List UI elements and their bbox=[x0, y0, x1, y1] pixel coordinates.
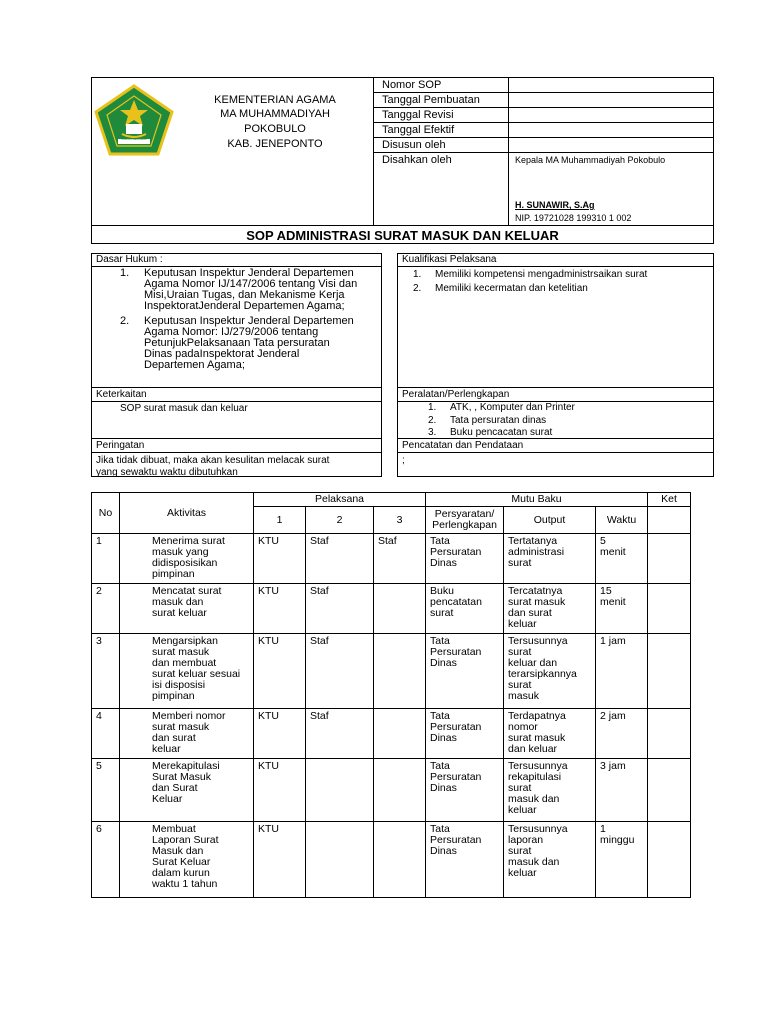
cell-persyaratan: Tata Persuratan Dinas bbox=[426, 709, 504, 759]
cell-ket bbox=[648, 709, 691, 759]
cell-p2 bbox=[306, 822, 374, 898]
cell-p2: Staf bbox=[306, 584, 374, 634]
table-row bbox=[92, 584, 691, 634]
header-persyaratan: Persyaratan/ Perlengkapan bbox=[426, 507, 504, 534]
field-label-tanggal-revisi: Tanggal Revisi bbox=[382, 109, 454, 121]
kualifikasi-item-1: Memiliki kompetensi mengadministrsaikan surat bbox=[435, 269, 648, 280]
table-row bbox=[92, 709, 691, 759]
cell-waktu: 3 jam bbox=[596, 759, 648, 822]
cell-p3 bbox=[374, 822, 426, 898]
approver-name: H. SUNAWIR, S.Ag bbox=[515, 200, 595, 210]
cell-aktivitas: Mengarsipkan surat masuk dan membuat surat keluar sesuai isi disposisi pimpinan bbox=[120, 634, 254, 709]
logo-text: IKHLAS BERAMAL bbox=[121, 137, 147, 141]
cell-aktivitas: Menerima surat masuk yang didisposisikan pimpinan bbox=[120, 534, 254, 584]
kualifikasi-num-2: 2. bbox=[413, 283, 422, 294]
cell-waktu: 1 jam bbox=[596, 634, 648, 709]
cell-p1: KTU bbox=[254, 634, 306, 709]
cell-no: 1 bbox=[92, 534, 120, 584]
dasar-hukum-item-1: Keputusan Inspektur Jenderal Departemen Agama Nomor IJ/147/2006 tentang Visi dan Misi,Uraian Tugas, dan Mekanisme Kerja InspektoratJenderal Departemen Agama; bbox=[144, 267, 358, 312]
cell-p2: Staf bbox=[306, 534, 374, 584]
table-row bbox=[92, 534, 691, 584]
cell-p2 bbox=[306, 759, 374, 822]
table-row bbox=[92, 759, 691, 822]
field-label-disusun-oleh: Disusun oleh bbox=[382, 139, 446, 151]
dasar-hukum-num-2: 2. bbox=[120, 315, 130, 327]
cell-waktu: 2 jam bbox=[596, 709, 648, 759]
org-line-2: MA MUHAMMADIYAH bbox=[220, 108, 330, 120]
field-label-tanggal-efektif: Tanggal Efektif bbox=[382, 124, 455, 136]
keterkaitan-label: Keterkaitan bbox=[96, 389, 147, 400]
cell-output: Tersusunnya surat keluar dan terarsipkannya surat masuk bbox=[504, 634, 596, 709]
kualifikasi-item-2: Memiliki kecermatan dan ketelitian bbox=[435, 283, 588, 294]
cell-no: 3 bbox=[92, 634, 120, 709]
cell-waktu: 5 menit bbox=[596, 534, 648, 584]
cell-ket bbox=[648, 759, 691, 822]
page-title: SOP ADMINISTRASI SURAT MASUK DAN KELUAR bbox=[246, 228, 559, 243]
cell-persyaratan: Tata Persuratan Dinas bbox=[426, 634, 504, 709]
cell-p3: Staf bbox=[374, 534, 426, 584]
cell-no: 4 bbox=[92, 709, 120, 759]
cell-ket bbox=[648, 534, 691, 584]
cell-no: 2 bbox=[92, 584, 120, 634]
peralatan-num-3: 3. bbox=[428, 427, 437, 438]
cell-output: Terdapatnya nomor surat masuk dan keluar bbox=[504, 709, 596, 759]
cell-ket bbox=[648, 584, 691, 634]
pencatatan-text: ; bbox=[402, 455, 405, 466]
org-line-1: KEMENTERIAN AGAMA bbox=[214, 94, 336, 106]
cell-waktu: 1 minggu bbox=[596, 822, 648, 898]
dasar-hukum-item-2: Keputusan Inspektur Jenderal Departemen Agama Nomor: IJ/279/2006 tentang PetunjukPelaksanaan Tata persuratan Dinas padaInspektorat Jenderal Departemen Agama; bbox=[144, 315, 354, 371]
header-pelaksana: Pelaksana bbox=[254, 493, 426, 507]
cell-persyaratan: Tata Persuratan Dinas bbox=[426, 759, 504, 822]
cell-p1: KTU bbox=[254, 584, 306, 634]
header-pelaksana-2: 2 bbox=[306, 507, 374, 534]
table-row bbox=[92, 634, 691, 709]
header-ket: Ket bbox=[648, 493, 691, 507]
org-line-4: KAB. JENEPONTO bbox=[227, 138, 323, 150]
peralatan-item-2: Tata persuratan dinas bbox=[450, 415, 547, 426]
dasar-hukum-num-1: 1. bbox=[120, 267, 130, 279]
kualifikasi-label: Kualifikasi Pelaksana bbox=[402, 254, 497, 265]
cell-p3 bbox=[374, 584, 426, 634]
cell-p3 bbox=[374, 759, 426, 822]
cell-waktu: 15 menit bbox=[596, 584, 648, 634]
cell-ket bbox=[648, 822, 691, 898]
org-line-3: POKOBULO bbox=[244, 123, 306, 135]
cell-output: Tertatanya administrasi surat bbox=[504, 534, 596, 584]
table-row bbox=[92, 822, 691, 898]
cell-p1: KTU bbox=[254, 534, 306, 584]
cell-p2: Staf bbox=[306, 634, 374, 709]
keterkaitan-text: SOP surat masuk dan keluar bbox=[120, 403, 248, 414]
cell-aktivitas: Merekapitulasi Surat Masuk dan Surat Keluar bbox=[120, 759, 254, 822]
field-label-tanggal-pembuatan: Tanggal Pembuatan bbox=[382, 94, 480, 106]
kualifikasi-num-1: 1. bbox=[413, 269, 422, 280]
cell-p1: KTU bbox=[254, 822, 306, 898]
cell-p1: KTU bbox=[254, 709, 306, 759]
pencatatan-label: Pencatatan dan Pendataan bbox=[402, 440, 524, 451]
cell-ket bbox=[648, 634, 691, 709]
cell-output: Tersusunnya rekapitulasi surat masuk dan keluar bbox=[504, 759, 596, 822]
header-output: Output bbox=[504, 507, 596, 534]
cell-p1: KTU bbox=[254, 759, 306, 822]
cell-persyaratan: Tata Persuratan Dinas bbox=[426, 534, 504, 584]
field-label-nomor-sop: Nomor SOP bbox=[382, 79, 442, 91]
cell-persyaratan: Tata Persuratan Dinas bbox=[426, 822, 504, 898]
header-aktivitas: Aktivitas bbox=[120, 493, 254, 534]
peringatan-text: Jika tidak dibuat, maka akan kesulitan melacak surat yang sewaktu waktu dibutuhkan bbox=[96, 455, 330, 478]
field-label-disahkan-oleh: Disahkan oleh bbox=[382, 154, 452, 166]
activity-table bbox=[91, 492, 691, 898]
peralatan-num-2: 2. bbox=[428, 415, 437, 426]
kemenag-logo-icon bbox=[94, 84, 174, 156]
cell-no: 6 bbox=[92, 822, 120, 898]
header-no: No bbox=[92, 493, 120, 534]
peringatan-label: Peringatan bbox=[96, 440, 145, 451]
peralatan-item-3: Buku pencacatan surat bbox=[450, 427, 553, 438]
cell-no: 5 bbox=[92, 759, 120, 822]
cell-p3 bbox=[374, 634, 426, 709]
dasar-hukum-label: Dasar Hukum : bbox=[96, 254, 163, 265]
cell-p2: Staf bbox=[306, 709, 374, 759]
header-mutu-baku: Mutu Baku bbox=[426, 493, 648, 507]
cell-output: Tercatatnya surat masuk dan surat keluar bbox=[504, 584, 596, 634]
header-waktu: Waktu bbox=[596, 507, 648, 534]
cell-aktivitas: Mencatat surat masuk dan surat keluar bbox=[120, 584, 254, 634]
peralatan-label: Peralatan/Perlengkapan bbox=[402, 389, 510, 400]
header-pelaksana-3: 3 bbox=[374, 507, 426, 534]
peralatan-num-1: 1. bbox=[428, 402, 437, 413]
cell-aktivitas: Membuat Laporan Surat Masuk dan Surat Keluar dalam kurun waktu 1 tahun bbox=[120, 822, 254, 898]
peralatan-item-1: ATK, , Komputer dan Printer bbox=[450, 402, 575, 413]
cell-aktivitas: Memberi nomor surat masuk dan surat keluar bbox=[120, 709, 254, 759]
approver-position: Kepala MA Muhammadiyah Pokobulo bbox=[515, 155, 666, 165]
cell-persyaratan: Buku pencatatan surat bbox=[426, 584, 504, 634]
header-pelaksana-1: 1 bbox=[254, 507, 306, 534]
cell-output: Tersusunnya laporan surat masuk dan keluar bbox=[504, 822, 596, 898]
header-ket-blank bbox=[648, 507, 691, 534]
approver-nip: NIP. 19721028 199310 1 002 bbox=[515, 213, 632, 223]
cell-p3 bbox=[374, 709, 426, 759]
